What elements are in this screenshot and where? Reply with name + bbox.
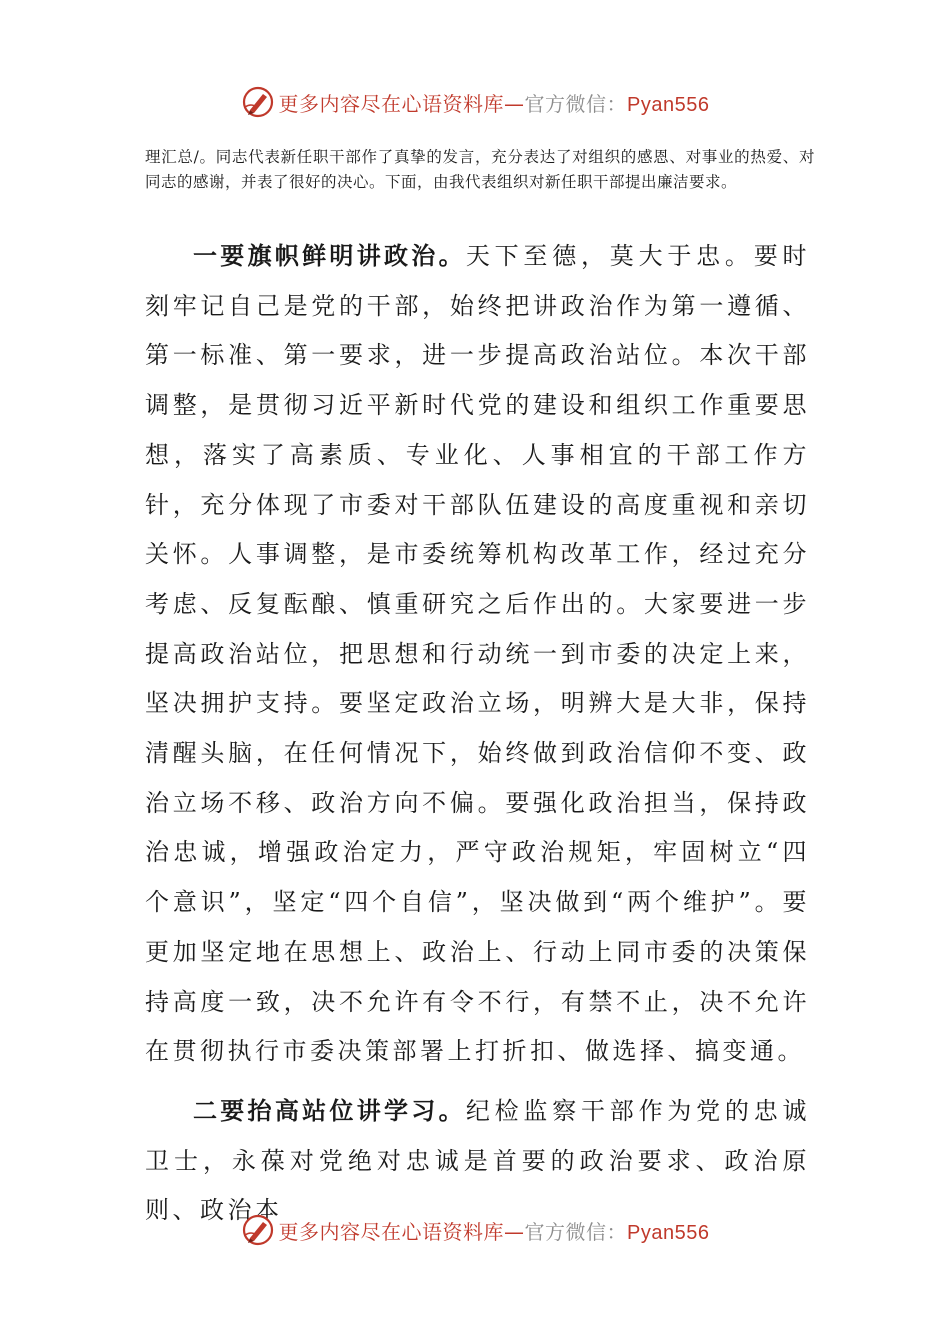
banner-text <box>279 88 710 117</box>
paragraph-heading: 一要旗帜鲜明讲政治。 <box>193 242 466 270</box>
paragraph-heading: 二要抬高站位讲学习。 <box>193 1096 466 1125</box>
banner-dash: — <box>504 91 525 116</box>
paragraph-politics <box>145 232 810 1077</box>
banner-text <box>279 1216 710 1245</box>
footer-banner <box>0 1210 950 1250</box>
header-banner <box>0 82 950 122</box>
banner-wechat-id: Pyan556 <box>627 1221 710 1244</box>
document-body <box>145 232 810 1236</box>
pen-logo-icon <box>241 1213 275 1247</box>
paragraph-text: 纪检监察干部作为党的忠诚卫士，永葆对党绝对忠诚是首要的政治要求、政治原则、政治本 <box>145 1096 811 1225</box>
banner-title: 更多内容尽在心语资料库 <box>278 1219 505 1244</box>
paragraph-text: 天下至德，莫大于忠。要时刻牢记自己是党的干部，始终把讲政治作为第一遵循、第一标准、第一要求，进一步提高政治站位。本次干部调整，是贯彻习近平新时代党的建设和组织工作重要思想，落实了高素质、专业化、人事相宜的干部工作方针，充分体现了市委对干部队伍建设的高度重视和亲切关怀。人事调整，是市委统筹机构改革工作，经过充分考虑、反复酝酿、慎重研究之后作出的。大家要进一步提高政治站位，把思想和行动统一到市委的决定上来，坚决拥护支持。要坚定政治立场，明辨大是大非，保持清醒头脑，在任何情况下，始终做到政治信仰不变、政治立场不移、政治方向不偏。要强化政治担当，保持政治忠诚，增强政治定力，严守政治规矩，牢固树立“四个意识”，坚定“四个自信”，坚决做到“两个维护”。要更加坚定地在思想上、政治上、行动上同市委的决策保持高度一致，决不允许有令不行，有禁不止，决不允许在贯彻执行市委决策部署上打折扣、做选择、搞变通。 <box>145 242 811 1066</box>
pen-logo-icon <box>241 85 275 119</box>
banner-dash: — <box>504 1219 525 1244</box>
banner-official-prefix: 官方微信： <box>524 1219 628 1244</box>
banner-title: 更多内容尽在心语资料库 <box>278 91 505 116</box>
banner-official-prefix: 官方微信： <box>524 91 628 116</box>
intro-paragraph: 理汇总/。同志代表新任职干部作了真挚的发言，充分表达了对组织的感恩、对事业的热爱、对同志的感谢，并表了很好的决心。下面，由我代表组织对新任职干部提出廉洁要求。 <box>145 148 815 191</box>
banner-wechat-id: Pyan556 <box>627 93 710 116</box>
